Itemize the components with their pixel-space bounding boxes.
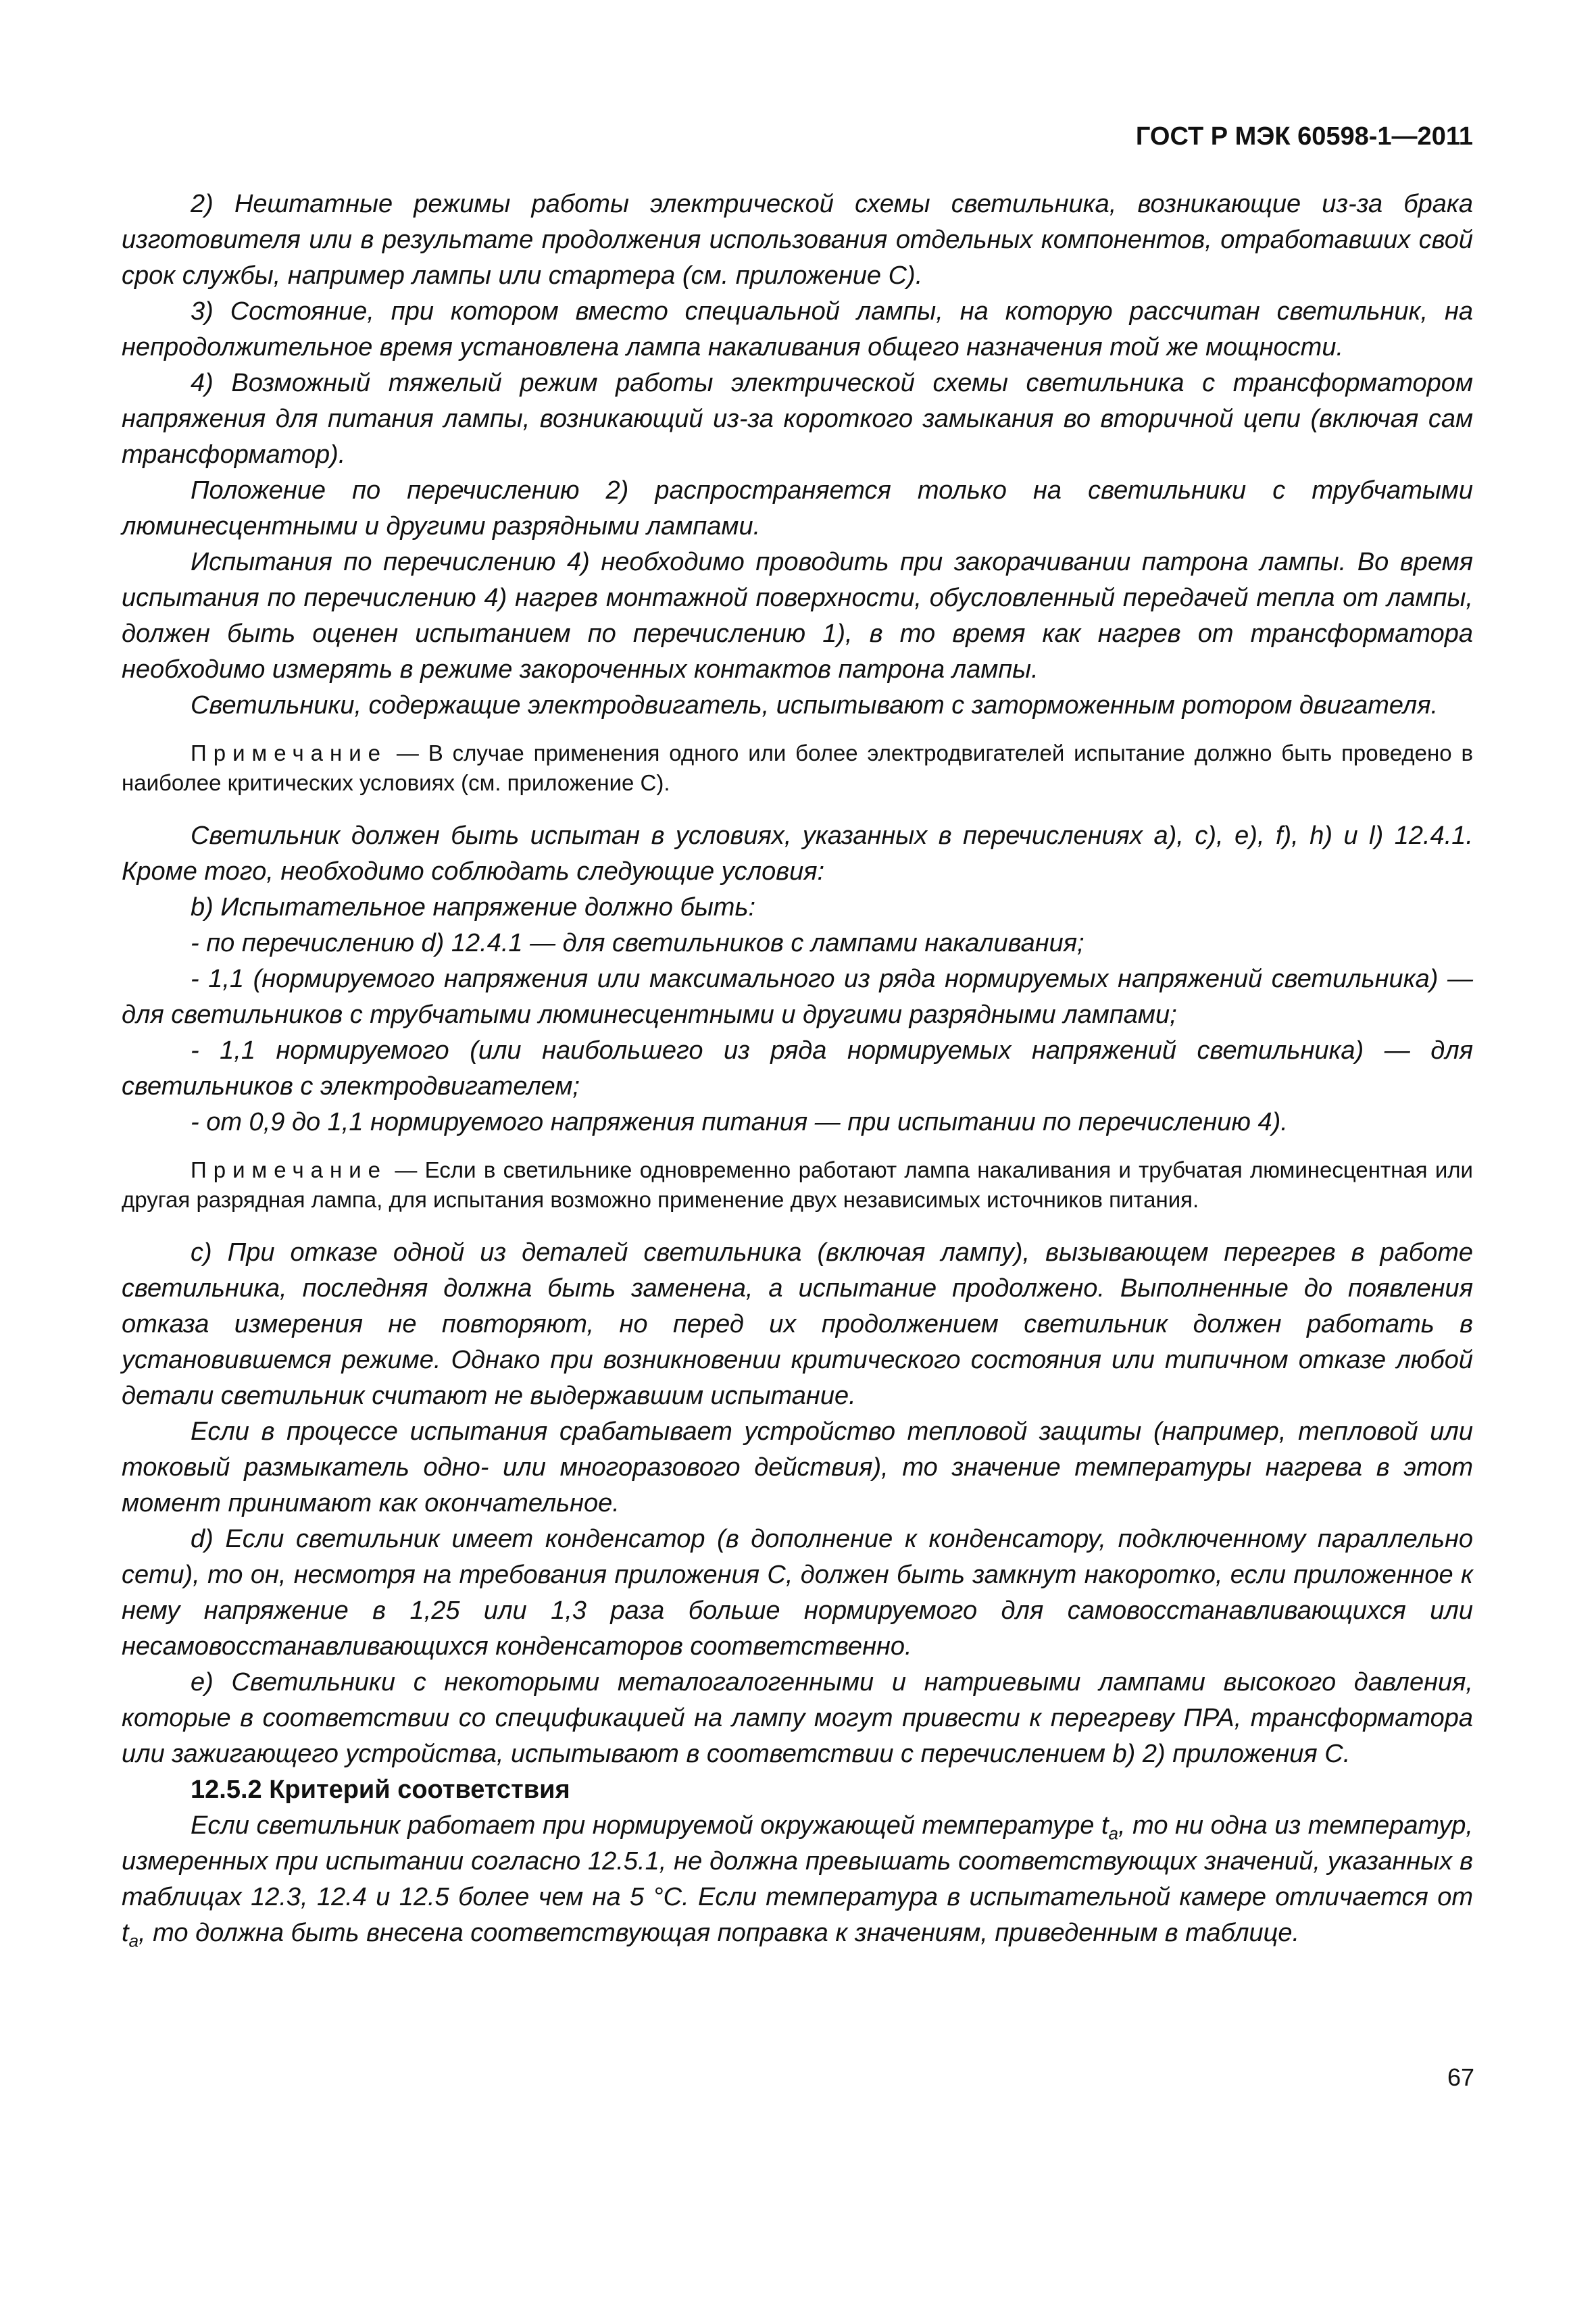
note-text: — Если в светильнике одновременно работают лампа накаливания и трубчатая люминесцентная или другая разрядная лампа, для испытания возможно применение двух независимых источников питания. [122, 1157, 1473, 1212]
paragraph: 2) Нештатные режимы работы электрической схемы светильника, возникающие из-за брака изготовителя или в результате продолжения использования отдельных компонентов, отработавших свой срок службы, например лампы или стартера (см. приложение С). [122, 190, 1473, 290]
paragraph: - 1,1 (нормируемого напряжения или максимального из ряда нормируемых напряжений светильника) — для светильников с трубчатыми люминесцентными и другими разрядными лампами; [122, 965, 1473, 1029]
paragraph: d) Если светильник имеет конденсатор (в дополнение к конденсатору, подключенному параллельно сети), то он, несмотря на требования приложения С, должен быть замкнут накоротко, если приложенное к нему напряжение в 1,25 или 1,3 раза больше нормируемого для самовосстанавливающихся или несамовосстанавливающихся конденсаторов соответственно. [122, 1525, 1473, 1661]
main-text [122, 1235, 1473, 1951]
paragraph: 4) Возможный тяжелый режим работы электрической схемы светильника с трансформатором напряжения для питания лампы, возникающий из-за короткого замыкания во вторичной цепи (включая сам трансформатор). [122, 369, 1473, 469]
paragraph: Если в процессе испытания срабатывает устройство тепловой защиты (например, тепловой или токовый размыкатель одно- или многоразового действия), то значение температуры нагрева в этот момент принимают как окончательное. [122, 1417, 1473, 1517]
note-label: Примечание [191, 1157, 388, 1182]
paragraph: - от 0,9 до 1,1 нормируемого напряжения питания — при испытании по перечислению 4). [191, 1108, 1288, 1136]
paragraph: - 1,1 нормируемого (или наибольшего из ряда нормируемых напряжений светильника) — для светильников с электродвигателем; [122, 1036, 1473, 1101]
paragraph: Если светильник работает при нормируемой окружающей температуре $t_a$, то ни одна из температур, измеренных при испытании согласно 12.5.1, не должна превышать соответствующих значений, указанных в таблицах 12.3, 12.4 и 12.5 более чем на 5 °С. Если температура в испытательной камере отличается от $t_a$, то должна быть внесена соответствующая поправка к значениям, приведенным в таблице. [122, 1811, 1473, 1951]
page-content [122, 122, 1473, 1951]
paragraph: Испытания по перечислению 4) необходимо проводить при закорачивании патрона лампы. Во время испытания по перечислению 4) нагрев монтажной поверхности, обусловленный передачей тепла от лампы, должен быть оценен испытанием по перечислению 1), в то время как нагрев от трансформатора необходимо измерять в режиме закороченных контактов патрона лампы. [122, 548, 1473, 684]
paragraph: Светильник должен быть испытан в условиях, указанных в перечислениях а), с), е), f), h) и l) 12.4.1. Кроме того, необходимо соблюдать следующие условия: [122, 822, 1473, 886]
paragraph: е) Светильники с некоторыми металогалогенными и натриевыми лампами высокого давления, которые в соответствии со спецификацией на лампу могут привести к перегреву ПРА, трансформатора или зажигающего устройства, испытывают в соответствии с перечислением b) 2) приложения С. [122, 1668, 1473, 1768]
paragraph: Светильники, содержащие электродвигатель, испытывают с заторможенным ротором двигателя. [191, 691, 1439, 720]
page-number: 67 [1447, 2063, 1474, 2091]
note-label: Примечание [191, 740, 388, 765]
paragraph: 3) Состояние, при котором вместо специальной лампы, на которую рассчитан светильник, на непродолжительное время установлена лампа накаливания общего назначения той же мощности. [122, 297, 1473, 361]
main-text [122, 186, 1473, 724]
paragraph: Положение по перечислению 2) распространяется только на светильники с трубчатыми люминесцентными и другими разрядными лампами. [122, 476, 1473, 540]
paragraph: с) При отказе одной из деталей светильника (включая лампу), вызывающем перегрев в работе светильника, последняя должна быть заменена, а испытание продолжено. Выполненные до появления отказа измерения не повторяют, но перед их продолжением светильник должен работать в установившемся режиме. Однако при возникновении критического состояния или типичном отказе любой детали светильник считают не выдержавшим испытание. [122, 1238, 1473, 1410]
section-heading: 12.5.2 Критерий соответствия [191, 1776, 570, 1804]
paragraph: - по перечислению d) 12.4.1 — для светильников с лампами накаливания; [191, 929, 1084, 957]
main-text [122, 818, 1473, 1140]
document-header: ГОСТ Р МЭК 60598-1—2011 [1135, 122, 1473, 151]
note-1 [122, 738, 1473, 798]
note-2 [122, 1155, 1473, 1215]
note-text: — В случае применения одного или более электродвигателей испытание должно быть проведено в наиболее критических условиях (см. приложение С). [122, 740, 1473, 795]
paragraph: b) Испытательное напряжение должно быть: [191, 893, 755, 922]
